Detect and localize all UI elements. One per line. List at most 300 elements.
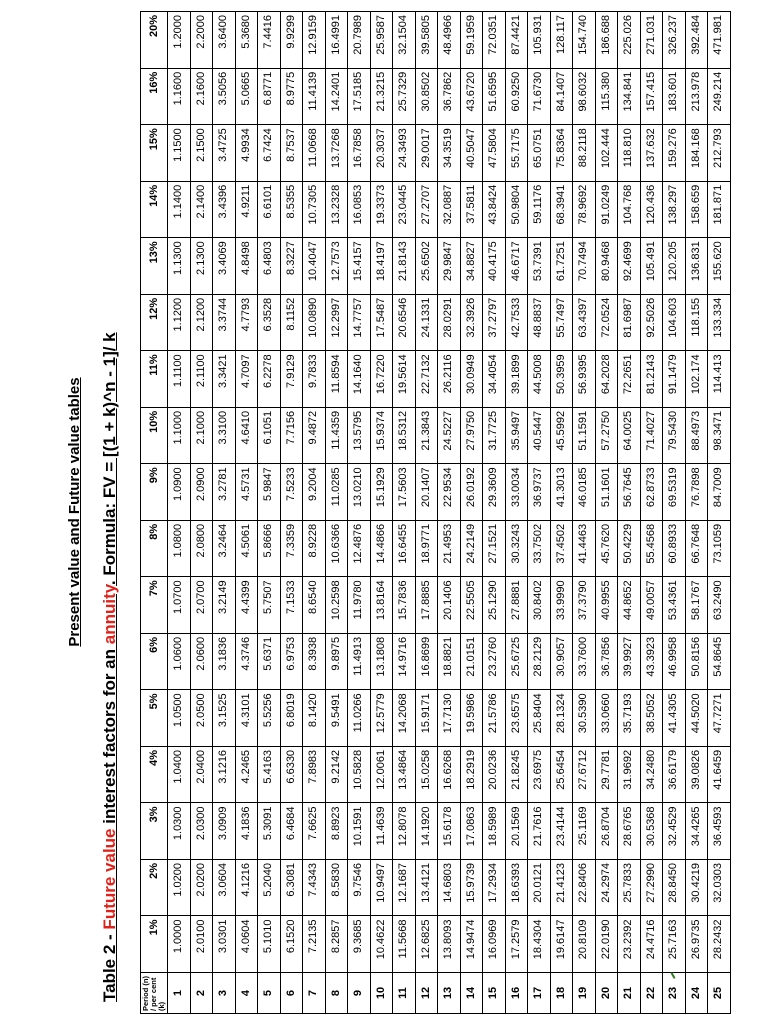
factor-cell: 5.0665 <box>235 68 258 125</box>
factor-cell: 31.7725 <box>483 407 506 464</box>
factor-cell: 225.026 <box>618 12 641 69</box>
factor-cell: 3.3744 <box>213 294 236 351</box>
factor-cell: 2.1500 <box>190 125 213 182</box>
factor-cell: 9.2142 <box>325 746 348 803</box>
factor-cell: 8.5830 <box>325 859 348 916</box>
factor-cell: 47.5804 <box>483 125 506 182</box>
factor-cell: 25.7329 <box>393 68 416 125</box>
column-header: 14% <box>141 181 168 238</box>
factor-cell: 1.0000 <box>168 916 191 973</box>
column-header: 12% <box>141 294 168 351</box>
table-row <box>618 12 641 1014</box>
factor-cell: 4.5731 <box>235 464 258 521</box>
factor-cell: 138.297 <box>663 181 686 238</box>
factor-cell: 8.3227 <box>280 238 303 295</box>
factor-cell: 17.5185 <box>348 68 371 125</box>
column-header: 2% <box>141 859 168 916</box>
factor-cell: 14.7757 <box>348 294 371 351</box>
factor-cell: 17.5603 <box>393 464 416 521</box>
factor-cell: 64.2028 <box>595 351 618 408</box>
factor-cell: 98.6032 <box>573 68 596 125</box>
factor-cell: 27.6712 <box>573 746 596 803</box>
factor-cell: 30.0949 <box>460 351 483 408</box>
factor-cell: 21.7616 <box>528 803 551 860</box>
factor-cell: 41.4305 <box>663 690 686 747</box>
factor-cell: 28.2432 <box>708 916 731 973</box>
factor-cell: 60.8933 <box>663 520 686 577</box>
factor-cell: 137.632 <box>640 125 663 182</box>
factor-cell: 154.740 <box>573 12 596 69</box>
factor-cell: 3.4725 <box>213 125 236 182</box>
factor-cell: 7.1533 <box>280 577 303 634</box>
factor-cell: 102.174 <box>685 351 708 408</box>
factor-cell: 158.659 <box>685 181 708 238</box>
factor-cell: 9.2004 <box>303 464 326 521</box>
factor-cell: 20.1407 <box>415 464 438 521</box>
factor-cell: 23.2392 <box>618 916 641 973</box>
factor-cell: 81.2143 <box>640 351 663 408</box>
factor-cell: 44.5008 <box>528 351 551 408</box>
table-row <box>258 12 281 1014</box>
factor-cell: 11.4139 <box>303 68 326 125</box>
factor-cell: 91.0249 <box>595 181 618 238</box>
table-row <box>235 12 258 1014</box>
factor-cell: 12.8078 <box>393 803 416 860</box>
factor-cell: 2.1400 <box>190 181 213 238</box>
column-header: 9% <box>141 464 168 521</box>
factor-cell: 7.5233 <box>280 464 303 521</box>
factor-cell: 7.2135 <box>303 916 326 973</box>
factor-cell: 5.8666 <box>258 520 281 577</box>
factor-cell: 2.1100 <box>190 351 213 408</box>
factor-cell: 24.2149 <box>460 520 483 577</box>
factor-cell: 21.4953 <box>438 520 461 577</box>
period-cell: 8 <box>325 973 348 1014</box>
factor-cell: 26.9735 <box>685 916 708 973</box>
factor-cell: 8.9775 <box>280 68 303 125</box>
factor-cell: 63.2490 <box>708 577 731 634</box>
factor-cell: 10.9497 <box>370 859 393 916</box>
factor-cell: 4.9934 <box>235 125 258 182</box>
factor-cell: 45.5992 <box>550 407 573 464</box>
factor-cell: 34.2480 <box>640 746 663 803</box>
factor-cell: 1.0400 <box>168 746 191 803</box>
factor-cell: 12.1687 <box>393 859 416 916</box>
factor-cell: 28.1324 <box>550 690 573 747</box>
factor-cell: 37.5811 <box>460 181 483 238</box>
factor-cell: 53.4361 <box>663 577 686 634</box>
factor-cell: 68.3941 <box>550 181 573 238</box>
factor-cell: 25.1169 <box>573 803 596 860</box>
factor-cell: 72.0351 <box>483 12 506 69</box>
factor-cell: 12.9159 <box>303 12 326 69</box>
factor-cell: 5.3680 <box>235 12 258 69</box>
factor-cell: 27.9750 <box>460 407 483 464</box>
column-header: 6% <box>141 633 168 690</box>
table-row <box>325 12 348 1014</box>
factor-cell: 8.3938 <box>303 633 326 690</box>
factor-cell: 12.5779 <box>370 690 393 747</box>
factor-cell: 33.7502 <box>528 520 551 577</box>
period-cell: 16 <box>505 973 528 1014</box>
factor-cell: 12.7573 <box>325 238 348 295</box>
factor-cell: 14.1920 <box>415 803 438 860</box>
factor-cell: 3.1216 <box>213 746 236 803</box>
factor-cell: 87.4421 <box>505 12 528 69</box>
factor-cell: 120.205 <box>663 238 686 295</box>
factor-cell: 9.8975 <box>325 633 348 690</box>
factor-cell: 62.8733 <box>640 464 663 521</box>
period-cell: 1 <box>168 973 191 1014</box>
factor-cell: 8.1152 <box>280 294 303 351</box>
column-header: 8% <box>141 520 168 577</box>
factor-cell: 1.0800 <box>168 520 191 577</box>
factor-cell: 32.0303 <box>708 859 731 916</box>
period-cell: 2 <box>190 973 213 1014</box>
factor-cell: 6.9753 <box>280 633 303 690</box>
factor-cell: 21.3843 <box>415 407 438 464</box>
factor-cell: 22.7132 <box>415 351 438 408</box>
factor-cell: 30.8402 <box>528 577 551 634</box>
factor-cell: 11.0266 <box>348 690 371 747</box>
factor-cell: 16.0853 <box>348 181 371 238</box>
factor-cell: 21.4123 <box>550 859 573 916</box>
factor-cell: 9.7546 <box>348 859 371 916</box>
factor-cell: 7.3359 <box>280 520 303 577</box>
factor-cell: 26.0192 <box>460 464 483 521</box>
factor-cell: 3.1836 <box>213 633 236 690</box>
factor-cell: 71.4027 <box>640 407 663 464</box>
factor-cell: 2.0800 <box>190 520 213 577</box>
factor-cell: 15.7836 <box>393 577 416 634</box>
factor-cell: 7.7156 <box>280 407 303 464</box>
caption-term-annuity: annuity <box>100 585 119 645</box>
factor-cell: 33.7600 <box>573 633 596 690</box>
factor-cell: 1.1300 <box>168 238 191 295</box>
period-cell: 18 <box>550 973 573 1014</box>
factor-cell: 12.6825 <box>415 916 438 973</box>
factor-cell: 55.4568 <box>640 520 663 577</box>
factor-cell: 4.8498 <box>235 238 258 295</box>
factor-cell: 14.6803 <box>438 859 461 916</box>
period-cell: 15 <box>483 973 506 1014</box>
column-header: 10% <box>141 407 168 464</box>
factor-cell: 36.7856 <box>595 633 618 690</box>
factor-cell: 65.0751 <box>528 125 551 182</box>
factor-cell: 79.5430 <box>663 407 686 464</box>
factor-cell: 30.9057 <box>550 633 573 690</box>
factor-cell: 2.0200 <box>190 859 213 916</box>
factor-cell: 5.7507 <box>258 577 281 634</box>
factor-cell: 46.6717 <box>505 238 528 295</box>
factor-cell: 4.1216 <box>235 859 258 916</box>
factor-cell: 7.4416 <box>258 12 281 69</box>
factor-cell: 16.0969 <box>483 916 506 973</box>
table-row <box>708 12 731 1014</box>
factor-cell: 30.3243 <box>505 520 528 577</box>
factor-cell: 22.8406 <box>573 859 596 916</box>
corner-header: Period (n) / per cent (k) <box>141 973 168 1014</box>
factor-cell: 80.9468 <box>595 238 618 295</box>
factor-cell: 17.2934 <box>483 859 506 916</box>
factor-cell: 29.0017 <box>415 125 438 182</box>
factor-cell: 37.2797 <box>483 294 506 351</box>
factor-cell: 35.9497 <box>505 407 528 464</box>
factor-cell: 5.4163 <box>258 746 281 803</box>
factor-cell: 213.978 <box>685 68 708 125</box>
factor-cell: 24.3493 <box>393 125 416 182</box>
factor-cell: 21.5786 <box>483 690 506 747</box>
factor-cell: 59.1176 <box>528 181 551 238</box>
column-header: 15% <box>141 125 168 182</box>
factor-cell: 3.3421 <box>213 351 236 408</box>
factor-cell: 26.2116 <box>438 351 461 408</box>
factor-cell: 56.9395 <box>573 351 596 408</box>
factor-cell: 15.9739 <box>460 859 483 916</box>
factor-cell: 27.1521 <box>483 520 506 577</box>
factor-cell: 16.7858 <box>348 125 371 182</box>
factor-cell: 9.3685 <box>348 916 371 973</box>
factor-cell: 84.7009 <box>708 464 731 521</box>
factor-cell: 14.9474 <box>460 916 483 973</box>
factor-cell: 12.0061 <box>370 746 393 803</box>
factor-cell: 7.6625 <box>303 803 326 860</box>
factor-cell: 48.8837 <box>528 294 551 351</box>
table-row <box>168 12 191 1014</box>
factor-cell: 11.5668 <box>393 916 416 973</box>
factor-cell: 39.0826 <box>685 746 708 803</box>
factor-cell: 2.1600 <box>190 68 213 125</box>
factor-cell: 29.9847 <box>438 238 461 295</box>
factor-cell: 78.9692 <box>573 181 596 238</box>
factor-cell: 13.4864 <box>393 746 416 803</box>
factor-cell: 32.0887 <box>438 181 461 238</box>
factor-cell: 50.8156 <box>685 633 708 690</box>
factor-cell: 2.0700 <box>190 577 213 634</box>
factor-cell: 17.7130 <box>438 690 461 747</box>
factor-cell: 10.2598 <box>325 577 348 634</box>
factor-cell: 14.9716 <box>393 633 416 690</box>
factor-cell: 1.1600 <box>168 68 191 125</box>
factor-cell: 115.380 <box>595 68 618 125</box>
factor-cell: 2.0400 <box>190 746 213 803</box>
factor-cell: 30.5390 <box>573 690 596 747</box>
factor-cell: 20.1406 <box>438 577 461 634</box>
period-cell: 24 <box>685 973 708 1014</box>
factor-cell: 23.6575 <box>505 690 528 747</box>
column-header: 13% <box>141 238 168 295</box>
factor-cell: 23.4144 <box>550 803 573 860</box>
factor-cell: 72.0524 <box>595 294 618 351</box>
factor-cell: 2.0900 <box>190 464 213 521</box>
period-cell: 4 <box>235 973 258 1014</box>
factor-cell: 3.6400 <box>213 12 236 69</box>
factor-cell: 23.6975 <box>528 746 551 803</box>
factor-cell: 4.7097 <box>235 351 258 408</box>
factor-cell: 32.1504 <box>393 12 416 69</box>
factor-cell: 49.0057 <box>640 577 663 634</box>
period-cell: 3 <box>213 973 236 1014</box>
period-cell: 6 <box>280 973 303 1014</box>
factor-cell: 19.5614 <box>393 351 416 408</box>
factor-cell: 8.2857 <box>325 916 348 973</box>
factor-cell: 6.4803 <box>258 238 281 295</box>
factor-cell: 1.1000 <box>168 407 191 464</box>
factor-cell: 18.2919 <box>460 746 483 803</box>
factor-cell: 23.2760 <box>483 633 506 690</box>
factor-cell: 22.9534 <box>438 464 461 521</box>
factor-cell: 20.3037 <box>370 125 393 182</box>
factor-cell: 114.413 <box>708 351 731 408</box>
factor-cell: 2.1300 <box>190 238 213 295</box>
factor-cell: 44.8652 <box>618 577 641 634</box>
factor-cell: 9.4872 <box>303 407 326 464</box>
fv-annuity-table <box>140 11 731 1014</box>
page-title: Present value and Future value tables <box>66 377 83 647</box>
factor-cell: 6.3528 <box>258 294 281 351</box>
factor-cell: 13.4121 <box>415 859 438 916</box>
factor-cell: 136.831 <box>685 238 708 295</box>
factor-cell: 30.8502 <box>415 68 438 125</box>
factor-cell: 6.6330 <box>280 746 303 803</box>
factor-cell: 7.8983 <box>303 746 326 803</box>
caption-prefix: Table 2 - <box>100 929 119 1002</box>
factor-cell: 6.1051 <box>258 407 281 464</box>
factor-cell: 3.3100 <box>213 407 236 464</box>
factor-cell: 28.8450 <box>663 859 686 916</box>
table-row <box>573 12 596 1014</box>
factor-cell: 6.8019 <box>280 690 303 747</box>
table-row <box>438 12 461 1014</box>
factor-cell: 4.4399 <box>235 577 258 634</box>
factor-cell: 16.4991 <box>325 12 348 69</box>
factor-cell: 4.3746 <box>235 633 258 690</box>
factor-cell: 249.214 <box>708 68 731 125</box>
factor-cell: 75.8364 <box>550 125 573 182</box>
column-header: 4% <box>141 746 168 803</box>
column-header: 16% <box>141 68 168 125</box>
period-cell: 5 <box>258 973 281 1014</box>
factor-cell: 186.688 <box>595 12 618 69</box>
factor-cell: 21.8143 <box>393 238 416 295</box>
factor-cell: 58.1767 <box>685 577 708 634</box>
table-row <box>280 12 303 1014</box>
factor-cell: 19.6147 <box>550 916 573 973</box>
factor-cell: 39.1899 <box>505 351 528 408</box>
factor-cell: 24.5227 <box>438 407 461 464</box>
factor-cell: 26.8704 <box>595 803 618 860</box>
table-row <box>640 12 663 1014</box>
factor-cell: 15.1929 <box>370 464 393 521</box>
factor-cell: 118.810 <box>618 125 641 182</box>
factor-cell: 181.871 <box>708 181 731 238</box>
factor-cell: 88.4973 <box>685 407 708 464</box>
factor-cell: 13.8093 <box>438 916 461 973</box>
factor-cell: 92.4699 <box>618 238 641 295</box>
factor-cell: 11.0668 <box>303 125 326 182</box>
factor-cell: 19.3373 <box>370 181 393 238</box>
factor-cell: 40.5047 <box>460 125 483 182</box>
factor-cell: 29.3609 <box>483 464 506 521</box>
table-row <box>505 12 528 1014</box>
factor-cell: 18.4197 <box>370 238 393 295</box>
factor-cell: 104.603 <box>663 294 686 351</box>
factor-cell: 37.3790 <box>573 577 596 634</box>
factor-cell: 1.1100 <box>168 351 191 408</box>
table-header-row <box>141 12 168 1014</box>
factor-cell: 11.9780 <box>348 577 371 634</box>
factor-cell: 51.1601 <box>595 464 618 521</box>
factor-cell: 16.6455 <box>393 520 416 577</box>
factor-cell: 59.1959 <box>460 12 483 69</box>
factor-cell: 51.6595 <box>483 68 506 125</box>
period-cell: 14 <box>460 973 483 1014</box>
factor-cell: 3.0909 <box>213 803 236 860</box>
factor-cell: 8.6540 <box>303 577 326 634</box>
factor-cell: 102.444 <box>595 125 618 182</box>
factor-cell: 24.1331 <box>415 294 438 351</box>
table-row <box>550 12 573 1014</box>
factor-cell: 61.7251 <box>550 238 573 295</box>
table-row <box>213 12 236 1014</box>
factor-cell: 4.5061 <box>235 520 258 577</box>
factor-cell: 14.1640 <box>348 351 371 408</box>
factor-cell: 21.0151 <box>460 633 483 690</box>
factor-cell: 81.6987 <box>618 294 641 351</box>
factor-cell: 76.7898 <box>685 464 708 521</box>
factor-cell: 66.7648 <box>685 520 708 577</box>
factor-cell: 1.0700 <box>168 577 191 634</box>
factor-cell: 3.2781 <box>213 464 236 521</box>
factor-cell: 5.6371 <box>258 633 281 690</box>
factor-cell: 9.5491 <box>325 690 348 747</box>
factor-cell: 183.601 <box>663 68 686 125</box>
factor-cell: 34.4054 <box>483 351 506 408</box>
factor-cell: 31.9692 <box>618 746 641 803</box>
factor-cell: 18.5312 <box>393 407 416 464</box>
factor-cell: 21.8245 <box>505 746 528 803</box>
factor-cell: 6.6101 <box>258 181 281 238</box>
factor-cell: 36.7862 <box>438 68 461 125</box>
factor-cell: 11.4913 <box>348 633 371 690</box>
factor-cell: 6.3081 <box>280 859 303 916</box>
factor-cell: 25.6725 <box>505 633 528 690</box>
factor-cell: 3.2149 <box>213 577 236 634</box>
factor-cell: 11.0285 <box>325 464 348 521</box>
factor-cell: 1.0500 <box>168 690 191 747</box>
period-cell: 7 <box>303 973 326 1014</box>
factor-cell: 33.0034 <box>505 464 528 521</box>
factor-cell: 27.2707 <box>415 181 438 238</box>
factor-cell: 13.0210 <box>348 464 371 521</box>
factor-cell: 35.7193 <box>618 690 641 747</box>
factor-cell: 6.1520 <box>280 916 303 973</box>
factor-cell: 41.4463 <box>573 520 596 577</box>
factor-cell: 45.7620 <box>595 520 618 577</box>
factor-cell: 20.8109 <box>573 916 596 973</box>
factor-cell: 50.9804 <box>505 181 528 238</box>
factor-cell: 33.0660 <box>595 690 618 747</box>
factor-cell: 25.9587 <box>370 12 393 69</box>
factor-cell: 16.8699 <box>415 633 438 690</box>
factor-cell: 3.0301 <box>213 916 236 973</box>
factor-cell: 21.3215 <box>370 68 393 125</box>
factor-cell: 14.2068 <box>393 690 416 747</box>
factor-cell: 17.0863 <box>460 803 483 860</box>
factor-cell: 41.6459 <box>708 746 731 803</box>
table-row <box>460 12 483 1014</box>
factor-cell: 4.9211 <box>235 181 258 238</box>
